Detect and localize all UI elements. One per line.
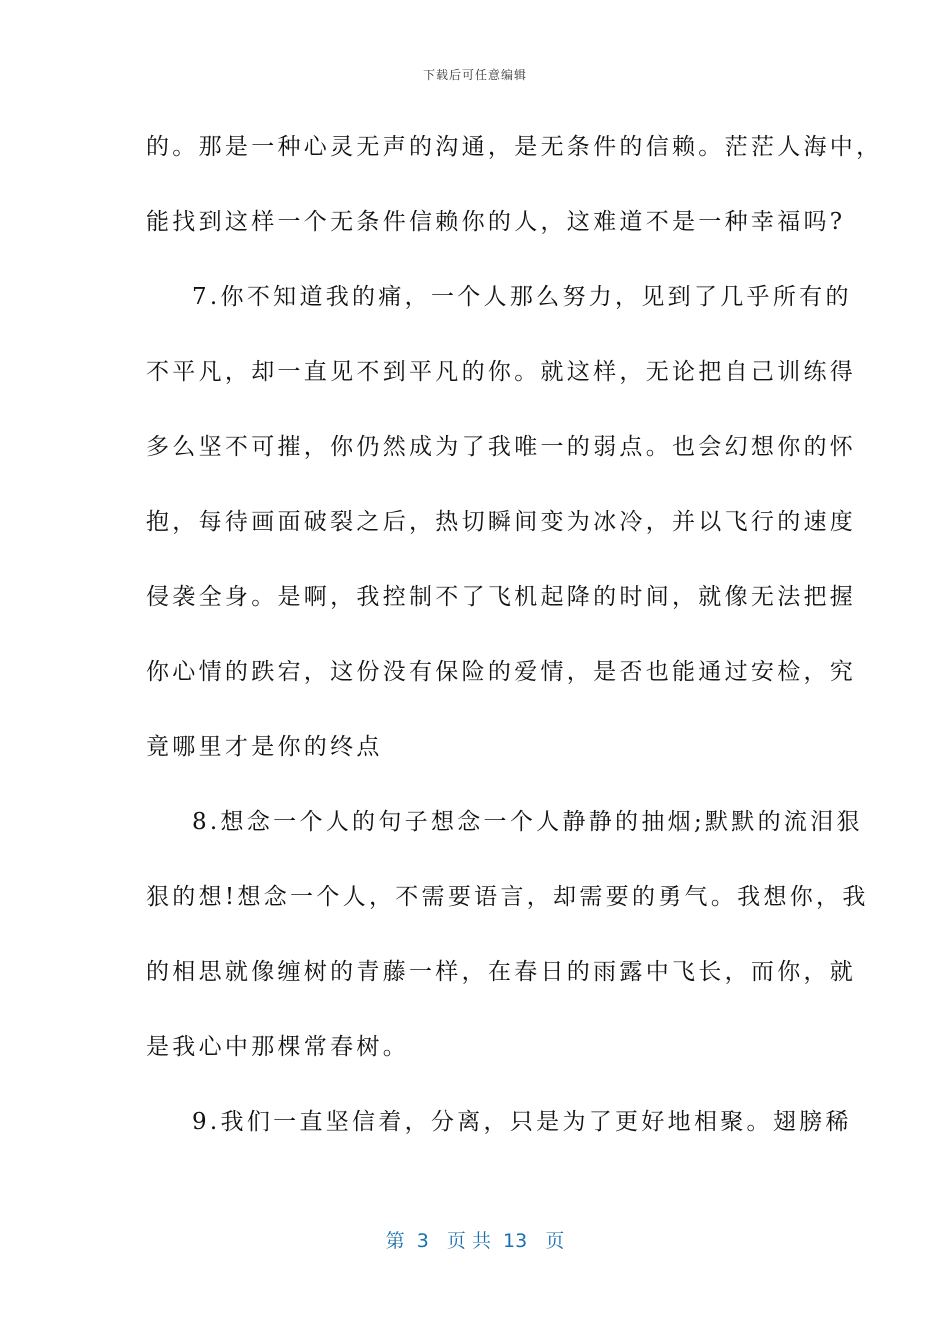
document-body	[146, 124, 883, 1174]
text-line: 抱，每待画面破裂之后，热切瞬间变为冰冷，并以飞行的速度	[146, 509, 857, 535]
paragraph-start-9: 9.我们一直坚信着，分离，只是为了更好地相聚。翅膀稀	[192, 1109, 852, 1135]
paragraph-start-7: 7.你不知道我的痛，一个人那么努力，见到了几乎所有的	[192, 284, 852, 310]
text-line: 的相思就像缠树的青藤一样，在春日的雨露中飞长，而你，就	[146, 959, 857, 985]
text-line: 能找到这样一个无条件信赖你的人，这难道不是一种幸福吗?	[146, 209, 846, 235]
text-line: 狠的想!想念一个人，不需要语言，却需要的勇气。我想你，我	[146, 884, 869, 910]
page-header: 下载后可任意编辑	[422, 68, 527, 82]
text-line: 侵袭全身。是啊，我控制不了飞机起降的时间，就像无法把握	[146, 584, 857, 610]
text-line: 的。那是一种心灵无声的沟通，是无条件的信赖。茫茫人海中，	[146, 134, 883, 160]
page-number-footer: 第 3 页 共 13 页	[385, 1230, 565, 1252]
text-line: 竟哪里才是你的终点	[146, 734, 383, 760]
text-line: 你心情的跌宕，这份没有保险的爱情，是否也能通过安检，究	[146, 659, 857, 685]
text-line: 不平凡，却一直见不到平凡的你。就这样，无论把自己训练得	[146, 359, 857, 385]
text-line: 多么坚不可摧，你仍然成为了我唯一的弱点。也会幻想你的怀	[146, 434, 857, 460]
paragraph-start-8: 8.想念一个人的句子想念一个人静静的抽烟;默默的流泪狠	[192, 809, 863, 835]
text-line: 是我心中那棵常春树。	[146, 1034, 409, 1060]
